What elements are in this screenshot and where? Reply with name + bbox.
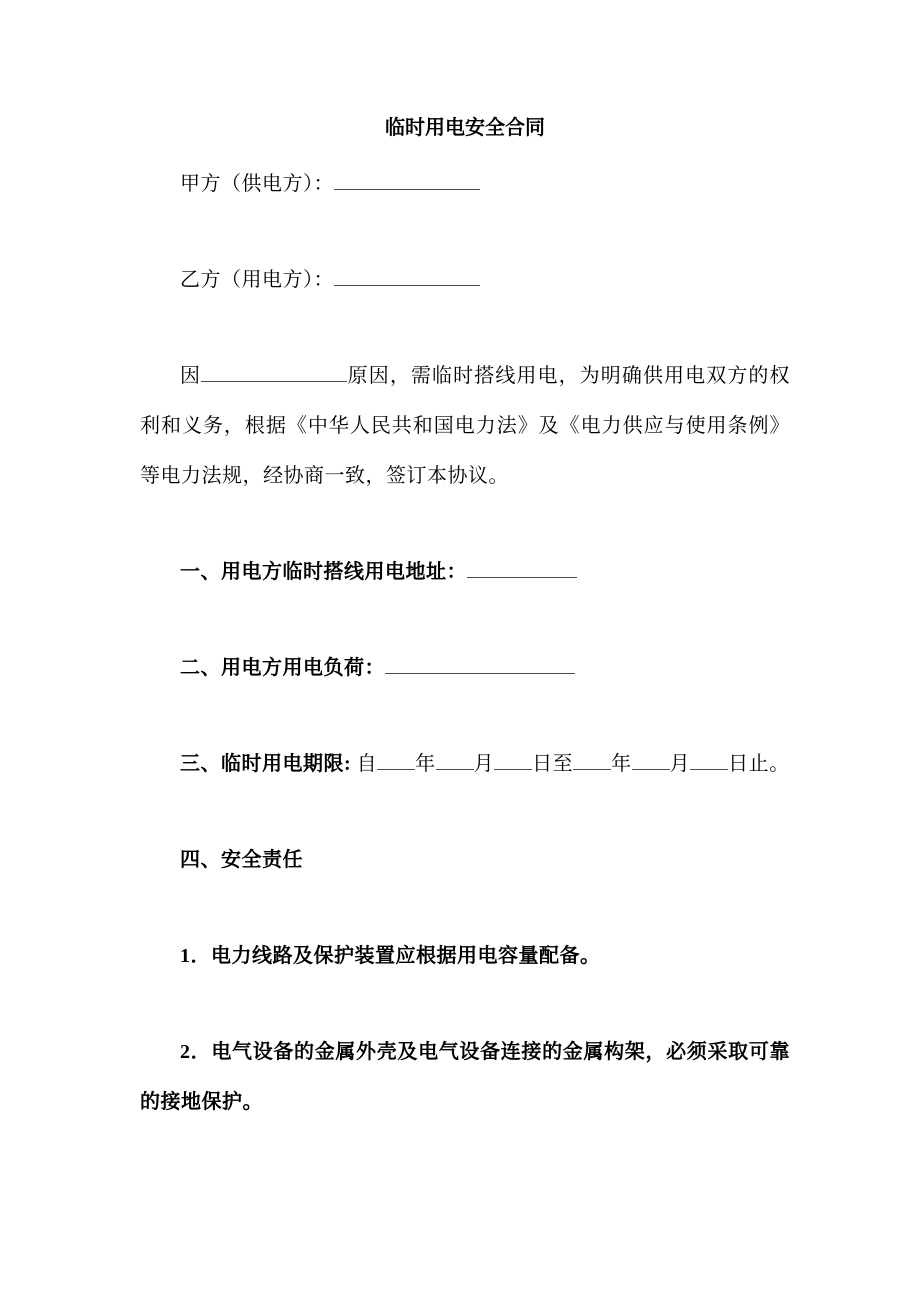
document-title: 临时用电安全合同 bbox=[385, 117, 545, 139]
paragraph-item-1 bbox=[140, 931, 790, 981]
item-1-text: 1．电力线路及保护装置应根据用电容量配备。 bbox=[180, 945, 601, 967]
party-a-blank-line bbox=[334, 173, 480, 190]
clause-3-from-text: 自 bbox=[351, 753, 378, 775]
paragraph-party-a bbox=[140, 159, 790, 209]
start-month-label: 月 bbox=[473, 753, 495, 775]
end-day-label: 日止。 bbox=[728, 753, 790, 775]
party-b-label: 乙方（用电方）： bbox=[180, 269, 334, 291]
clause-4-label: 四、安全责任 bbox=[180, 849, 303, 871]
start-day-blank bbox=[494, 753, 532, 770]
party-a-label: 甲方（供电方）： bbox=[180, 173, 334, 195]
paragraph-clause-4 bbox=[140, 835, 790, 885]
end-year-label: 年 bbox=[611, 753, 632, 775]
preamble-text-after-blank: 原因，需临时搭线用电，为明确供用电双方的权利和义务，根据《中华人民共和国电力法》及《电力供应与使用条例》等电力法规，经协商一致，签订本协议。 bbox=[140, 365, 791, 487]
address-blank-line bbox=[467, 561, 577, 578]
end-month-blank bbox=[632, 753, 670, 770]
document-content bbox=[140, 103, 790, 1127]
clause-2-label: 二、用电方用电负荷： bbox=[180, 657, 385, 679]
preamble-text-before-blank: 因 bbox=[180, 365, 202, 387]
end-day-blank bbox=[690, 753, 728, 770]
load-blank-line bbox=[385, 657, 575, 674]
start-year-label: 年 bbox=[415, 753, 436, 775]
party-b-blank-line bbox=[334, 269, 480, 286]
reason-blank-line bbox=[201, 365, 347, 382]
paragraph-preamble bbox=[140, 351, 790, 501]
paragraph-clause-3 bbox=[140, 739, 790, 789]
start-month-blank bbox=[436, 753, 474, 770]
paragraph-party-b bbox=[140, 255, 790, 305]
clause-1-label: 一、用电方临时搭线用电地址： bbox=[180, 561, 467, 583]
paragraph-clause-1 bbox=[140, 547, 790, 597]
paragraph-clause-2 bbox=[140, 643, 790, 693]
start-day-label: 日至 bbox=[532, 753, 574, 775]
end-year-blank bbox=[573, 753, 611, 770]
paragraph-item-2 bbox=[140, 1027, 790, 1127]
item-2-text: 2．电气设备的金属外壳及电气设备连接的金属构架，必须采取可靠的接地保护。 bbox=[140, 1041, 790, 1113]
clause-3-label: 三、临时用电期限: bbox=[180, 753, 352, 775]
end-month-label: 月 bbox=[669, 753, 691, 775]
start-year-blank bbox=[377, 753, 415, 770]
